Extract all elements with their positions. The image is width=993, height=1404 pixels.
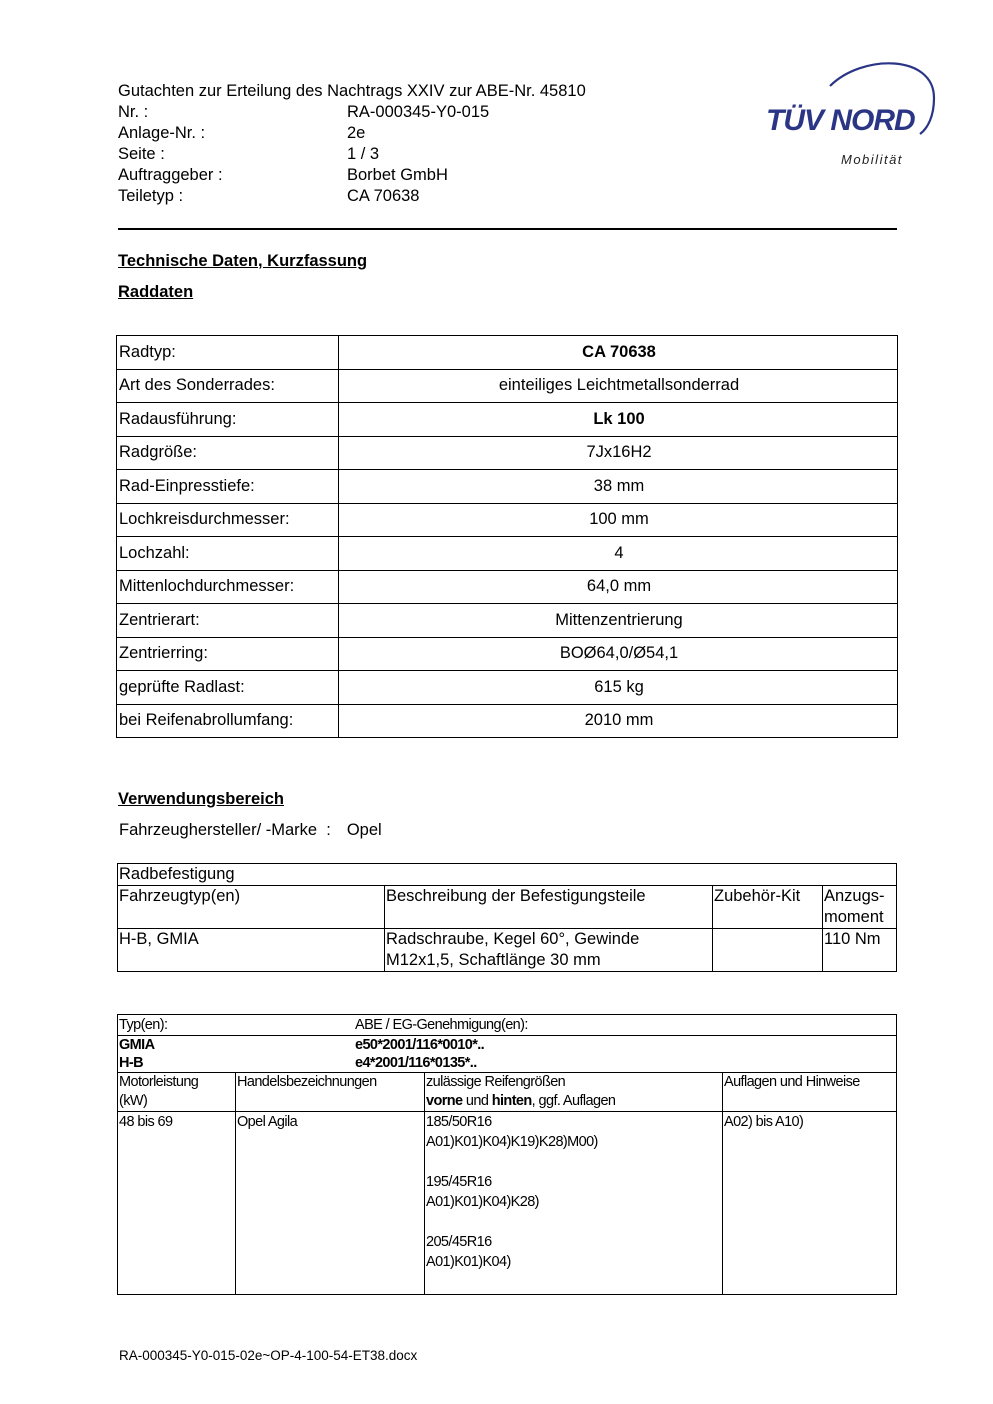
conditions-notes: A02) bis A10)	[723, 1112, 897, 1295]
tyre-codes: A01)K01)K04)K19)K28)M00)	[426, 1134, 598, 1150]
header-value: RA-000345-Y0-015	[347, 103, 490, 121]
row-label: geprüfte Radlast:	[117, 671, 339, 705]
front-label: vorne	[426, 1093, 463, 1109]
header-line: (kW)	[119, 1093, 148, 1109]
column-header: Fahrzeugtyp(en)	[118, 886, 385, 929]
table-row	[117, 704, 898, 738]
table-row	[117, 470, 898, 504]
table-row	[117, 369, 898, 403]
usage-title: Verwendungsbereich	[118, 790, 284, 808]
row-label: Zentrierart:	[117, 604, 339, 638]
row-label: Zentrierring:	[117, 637, 339, 671]
header-line: zulässige Reifengrößen	[426, 1074, 566, 1090]
types-label: Typ(en):	[119, 1017, 168, 1033]
desc-line: Radschraube, Kegel 60°, Gewinde	[386, 930, 640, 948]
rear-label: hinten	[491, 1093, 532, 1109]
header-line: Motorleistung	[119, 1074, 199, 1090]
row-value: 100 mm	[339, 503, 898, 537]
approval-label: ABE / EG-Genehmigung(en):	[355, 1017, 528, 1033]
column-header-torque	[823, 886, 897, 929]
table-row	[118, 1112, 897, 1295]
table-row	[117, 403, 898, 437]
tyre-size: 205/45R16	[426, 1234, 492, 1250]
tyre-codes: A01)K01)K04)	[426, 1254, 511, 1270]
types-approval-list	[118, 1036, 897, 1073]
row-label: Radausführung:	[117, 403, 339, 437]
header-value: CA 70638	[347, 187, 420, 205]
table-row	[117, 570, 898, 604]
row-value: Lk 100	[339, 403, 898, 437]
manufacturer-line	[119, 821, 382, 840]
header-label: Anlage-Nr. :	[118, 124, 206, 142]
table-row	[118, 864, 897, 886]
header-value: Borbet GmbH	[347, 166, 448, 184]
row-value: CA 70638	[339, 336, 898, 370]
table-row	[118, 1015, 897, 1036]
row-value: 38 mm	[339, 470, 898, 504]
header-divider	[118, 228, 897, 230]
type-entry	[119, 1036, 896, 1054]
type-name: H-B	[119, 1055, 143, 1071]
type-entry	[119, 1054, 896, 1072]
row-value: 4	[339, 537, 898, 571]
header-value: 2e	[347, 124, 366, 142]
table-row	[117, 537, 898, 571]
document-header	[118, 81, 678, 207]
approval-number: e4*2001/116*0135*..	[355, 1055, 477, 1071]
row-label: Art des Sonderrades:	[117, 369, 339, 403]
section-title: Technische Daten, Kurzfassung	[118, 252, 368, 270]
row-value: Mittenzentrierung	[339, 604, 898, 638]
wheel-fixing-table	[117, 863, 897, 972]
accessory-kit	[713, 929, 823, 972]
row-value: 615 kg	[339, 671, 898, 705]
wheel-data-table	[116, 335, 898, 738]
logo-subtitle: Mobilität	[841, 152, 903, 167]
header-label: Auftraggeber :	[118, 166, 223, 184]
table-row	[117, 637, 898, 671]
header-row-auftraggeber	[118, 165, 678, 186]
table-row	[117, 336, 898, 370]
logo-brand: TÜV NORD	[766, 104, 915, 137]
header-row-nr	[118, 102, 678, 123]
row-label: Radgröße:	[117, 436, 339, 470]
fixing-title: Radbefestigung	[118, 864, 897, 886]
column-header-tyres	[425, 1073, 723, 1112]
document-title: Gutachten zur Erteilung des Nachtrags XXIV zur ABE-Nr. 45810	[118, 82, 586, 100]
header-label: Seite :	[118, 145, 165, 163]
approval-number: e50*2001/116*0010*..	[355, 1037, 485, 1053]
row-label: Lochzahl:	[117, 537, 339, 571]
torque-header-line1: Anzugs-	[824, 887, 885, 905]
row-label: Mittenlochdurchmesser:	[117, 570, 339, 604]
table-row	[117, 671, 898, 705]
tyre-size: 185/50R16	[426, 1114, 492, 1130]
table-row	[117, 436, 898, 470]
column-header-power	[118, 1073, 236, 1112]
table-header-row	[118, 886, 897, 929]
manufacturer-label: Fahrzeughersteller/ -Marke :	[119, 821, 331, 839]
row-value: 2010 mm	[339, 704, 898, 738]
table-header-row	[118, 1073, 897, 1112]
torque-value: 110 Nm	[823, 929, 897, 972]
power-range: 48 bis 69	[118, 1112, 236, 1295]
header-row-teiletyp	[118, 186, 678, 207]
fixing-description	[385, 929, 713, 972]
table-row	[118, 1036, 897, 1073]
manufacturer-value: Opel	[346, 821, 382, 839]
types-approvals-table	[117, 1014, 897, 1295]
column-header: Beschreibung der Befestigungsteile	[385, 886, 713, 929]
row-value: 7Jx16H2	[339, 436, 898, 470]
tyre-sizes	[425, 1112, 723, 1295]
row-label: Rad-Einpresstiefe:	[117, 470, 339, 504]
header-line	[426, 1092, 722, 1111]
column-header-trade: Handelsbezeichnungen	[236, 1073, 425, 1112]
footer-filename: RA-000345-Y0-015-02e~OP-4-100-54-ET38.docx	[119, 1348, 418, 1363]
table-row	[117, 503, 898, 537]
desc-line: M12x1,5, Schaftlänge 30 mm	[386, 951, 601, 969]
conditions-label: , ggf. Auflagen	[531, 1093, 616, 1109]
header-row-anlage	[118, 123, 678, 144]
tyre-codes: A01)K01)K04)K28)	[426, 1194, 539, 1210]
and-label: und	[462, 1093, 492, 1109]
row-value: einteiliges Leichtmetallsonderrad	[339, 369, 898, 403]
row-label: Radtyp:	[117, 336, 339, 370]
header-label: Teiletyp :	[118, 187, 184, 205]
column-header: Zubehör-Kit	[713, 886, 823, 929]
tuv-nord-logo	[760, 58, 945, 178]
torque-header-line2: moment	[824, 908, 884, 926]
header-label: Nr. :	[118, 103, 149, 121]
row-label: bei Reifenabrollumfang:	[117, 704, 339, 738]
table-row	[118, 929, 897, 972]
section-subtitle: Raddaten	[118, 283, 194, 301]
row-value: BOØ64,0/Ø54,1	[339, 637, 898, 671]
row-value: 64,0 mm	[339, 570, 898, 604]
table-row	[117, 604, 898, 638]
row-label: Lochkreisdurchmesser:	[117, 503, 339, 537]
types-approval-header	[118, 1015, 897, 1036]
tyre-size: 195/45R16	[426, 1174, 492, 1190]
column-header-notes: Auflagen und Hinweise	[723, 1073, 897, 1112]
trade-name: Opel Agila	[236, 1112, 425, 1295]
vehicle-types: H-B, GMIA	[118, 929, 385, 972]
header-row-seite	[118, 144, 678, 165]
type-name: GMIA	[119, 1037, 155, 1053]
header-value: 1 / 3	[347, 145, 380, 163]
